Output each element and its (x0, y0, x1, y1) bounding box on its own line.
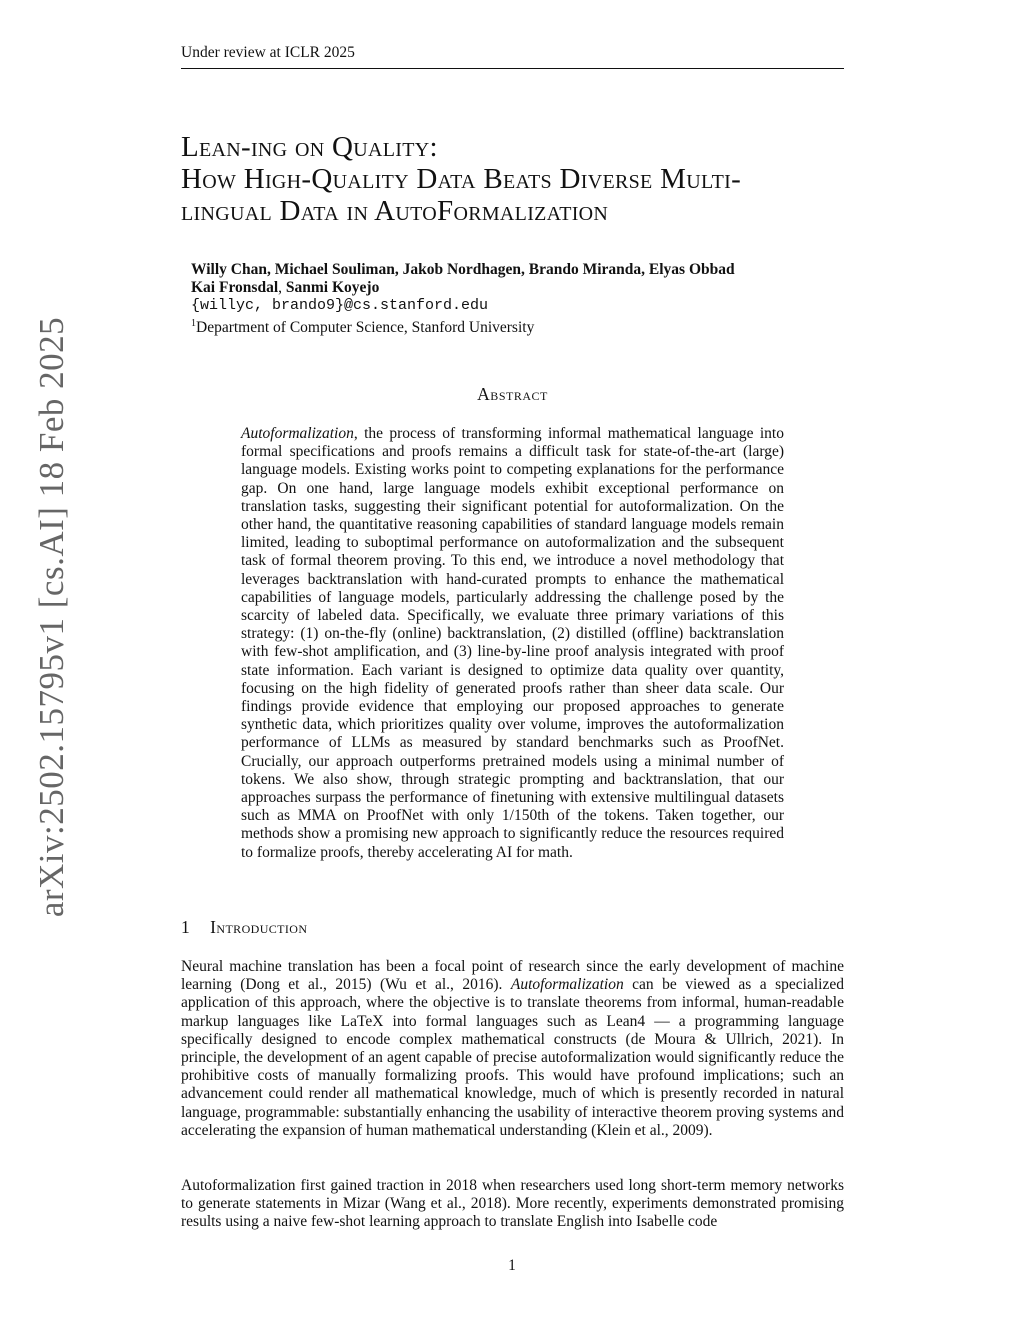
page-number: 1 (508, 1257, 516, 1274)
author-names-line-2 (191, 279, 851, 297)
section-heading-introduction (181, 917, 307, 938)
arxiv-sidebar (22, 316, 82, 918)
section-number: 1 (181, 917, 191, 937)
author-names-line-1: Willy Chan, Michael Souliman, Jakob Nordhagen, Brando Miranda, Elyas Obbad (191, 261, 735, 278)
arxiv-identifier[interactable]: arXiv:2502.15795v1 [cs.AI] 18 Feb 2025 (32, 316, 71, 918)
title-line-2: How High-Quality Data Beats Diverse Multi- (181, 163, 742, 195)
author-separator: , (278, 279, 286, 296)
affiliation-mark: 1 (191, 318, 196, 329)
author-block (191, 261, 851, 337)
title-line-1: Lean-ing on Quality: (181, 131, 438, 163)
intro-paragraph-1 (181, 958, 844, 1140)
abstract-text: , the process of transforming informal mathematical language into formal specifications and proofs remains a difficult task for state-of-the-art (large) language models. Existing works point to competing explanations for the performance gap. On one hand, large language models exhibit exceptional performance on translation tasks, suggesting their significant potential for autoformalization. On the other hand, the quantitative reasoning capabilities of standard language models remain limited, leading to suboptimal performance on autoformalization and the subsequent task of formal theorem proving. To this end, we introduce a novel methodology that leverages backtranslation with hand-curated prompts to enhance the mathematical capabilities of language models, particularly addressing the challenge posed by the scarcity of labeled data. Specifically, we evaluate three primary variations of this strategy: (1) on-the-fly (online) backtranslation, (2) distilled (offline) backtranslation with few-shot amplification, and (3) line-by-line proof analysis integrated with proof state information. Each variant is designed to optimize data quality over quantity, focusing on the high fidelity of generated proofs rather than sheer data scale. Our findings provide evidence that employing our proposed approaches to generate synthetic data, which prioritizes quality over volume, improves the autoformalization performance of LLMs as measured by standard benchmarks such as ProofNet. Crucially, our approach outperforms pretrained models using a minimal number of tokens. We also show, through strategic prompting and backtranslation, that our approaches surpass the performance of finetuning with extensive multilingual datasets such as MMA on ProofNet with only 1/150th of the tokens. Taken together, our methods show a promising new approach to significantly reduce the resources required to formalize proofs, thereby accelerating AI for math. (241, 425, 784, 861)
intro-p1-part-b: can be viewed as a specialized application of this approach, where the objective is to translate theorems from informal, human-readable markup languages like LaTeX into formal languages such as Lean4 — a programming language specifically designed to encode complex mathematical constructs (de Moura & Ullrich, 2021). In principle, the development of an agent capable of precise autoformalization would significantly reduce the prohibitive costs of manually formalizing proofs. This would have profound implications; such an advancement could render all mathematical knowledge, much of which is presently recorded in natural language, programmable: substantially enhancing the usability of interactive theorem proving systems and accelerating the expansion of human mathematical understanding (Klein et al., 2009). (181, 976, 844, 1139)
abstract-heading: Abstract (477, 384, 548, 404)
intro-paragraph-2: Autoformalization first gained traction in 2018 when researchers used long short-term memory networks to generate statements in Mizar (Wang et al., 2018). More recently, experiments demonstrated promising results using a naive few-shot learning approach to translate English into Isabelle code (181, 1177, 844, 1231)
abstract-body (241, 425, 784, 862)
title-line-3: lingual Data in AutoFormalization (181, 195, 609, 227)
author-sanmi: Sanmi Koyejo (285, 279, 380, 296)
author-kai: Kai Fronsdal (191, 279, 279, 296)
abstract-lead-term: Autoformalization (241, 425, 354, 442)
running-head: Under review at ICLR 2025 (181, 44, 844, 69)
paper-title (181, 131, 861, 227)
section-title: Introduction (210, 917, 308, 937)
author-affiliation (191, 315, 851, 337)
author-email[interactable]: {willyc, brando9}@cs.stanford.edu (191, 297, 489, 314)
intro-p1-part-a: Neural machine translation has been a focal point of research since the early development of machine learning (Dong et al., 2015) (Wu et al., 2016). (181, 958, 844, 994)
affiliation-text: Department of Computer Science, Stanford University (196, 319, 535, 337)
intro-p1-emphasis: Autoformalization (510, 976, 624, 994)
